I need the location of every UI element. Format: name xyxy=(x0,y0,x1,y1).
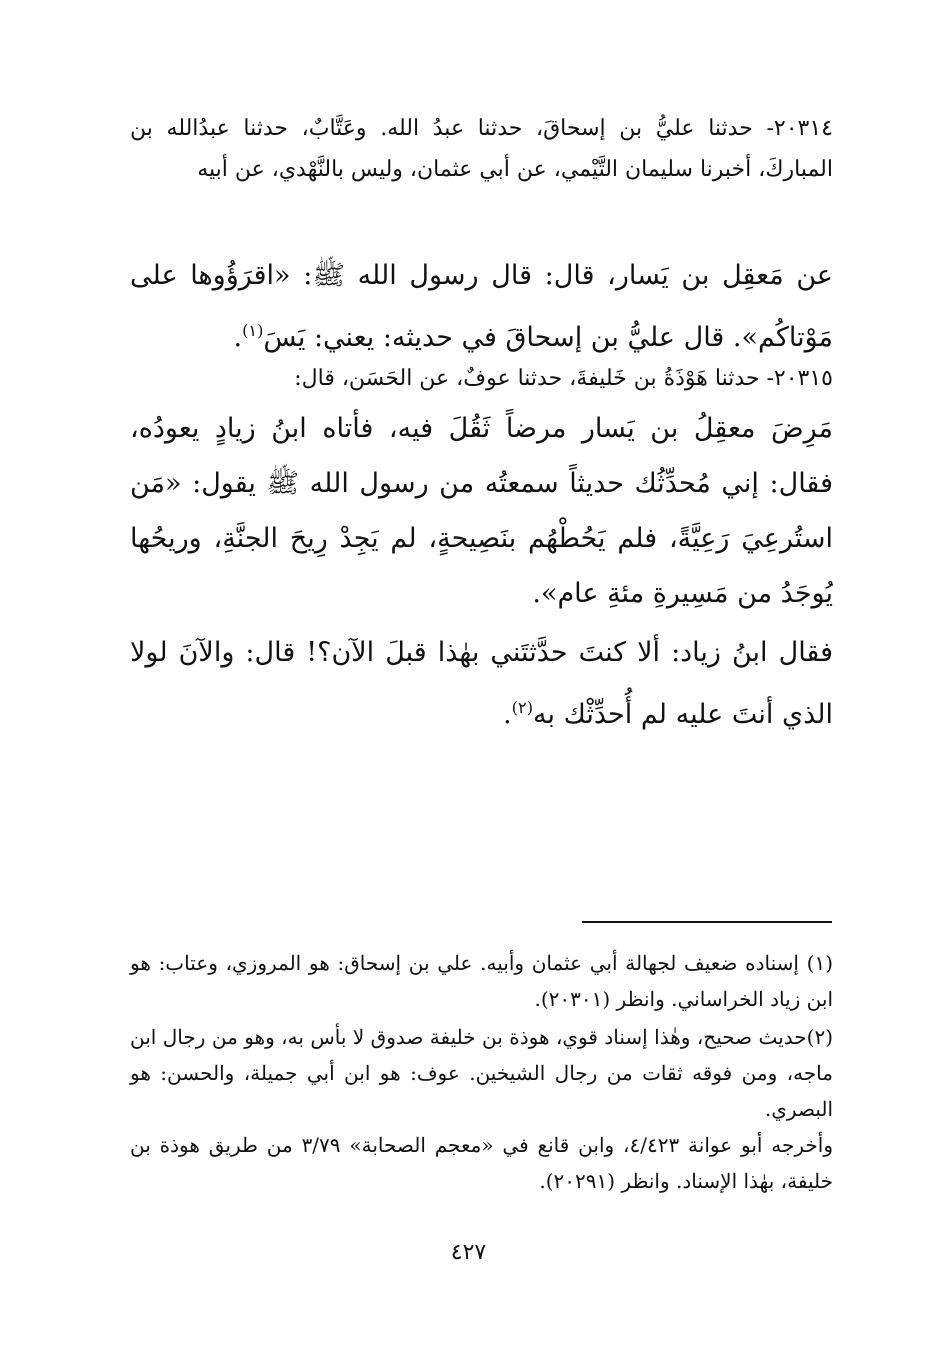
hadith-20315-matn: مَرِضَ معقِلُ بن يَسار مرضاً ثَقُلَ فيه، فأتاه ابنُ زيادٍ يعودُه، فقال: إني مُحدِّثُك حديثاً سمعتُه من رسول الله ﷺ يقول: «مَن استُرعِيَ رَعِيَّةً، فلم يَحُطْهُم بنَصِيحةٍ، لم يَجِدْ رِيحَ الجنَّةِ، وريحُها يُوجَدُ من مَسِيرةِ مئةِ عام». xyxy=(130,413,833,609)
hadith-20314-isnad: ٢٠٣١٤- حدثنا عليُّ بن إسحاقَ، حدثنا عبدُ الله. وعَتَّابٌ، حدثنا عبدُالله بن المباركَ، أخبرنا سليمان التَّيْمي، عن أبي عثمان، وليس بالنَّهْدي، عن أبيه xyxy=(130,116,833,182)
hadith-20315-continuation-text: فقال ابنُ زياد: ألا كنتَ حدَّثتَني بهٰذا قبلَ الآن؟! قال: والآنَ لولا الذي أنتَ عليه لم أُحدِّثْك به xyxy=(130,637,833,730)
footnotes xyxy=(130,945,833,1199)
hadith-20314-matn-text: عن مَعقِل بن يَسار، قال: قال رسول الله ﷺ: «اقرَؤُوها على مَوْتاكُم». قال عليُّ بن إسحاقَ في حديثه: يعني: يَسَ xyxy=(130,260,833,353)
page-number: ٤٢٧ xyxy=(450,1240,487,1265)
footnote-1: (١) إسناده ضعيف لجهالة أبي عثمان وأبيه. علي بن إسحاق: هو المروزي، وعتاب: هو ابن زياد الخراساني. وانظر (٢٠٣٠١). xyxy=(130,951,833,1011)
hadith-20315-isnad: ٢٠٣١٥- حدثنا هَوْذَةُ بن خَليفةَ، حدثنا عوفٌ، عن الحَسَن، قال: xyxy=(294,366,833,391)
hadith-20314-matn-end: . xyxy=(233,322,243,353)
footnote-2-continuation: وأخرجه أبو عوانة ٤/٤٢٣، وابن قانع في «معجم الصحابة» ٣/٧٩ من طريق هوذة بن خليفة، بهٰذا الإسناد. وانظر (٢٠٢٩١). xyxy=(130,1133,833,1193)
footnote-ref-1: (١) xyxy=(242,321,264,340)
main-text xyxy=(130,108,833,737)
hadith-20315-continuation xyxy=(130,625,833,737)
footnote-2: (٢)حديث صحيح، وهٰذا إسناد قوي، هوذة بن خليفة صدوق لا بأس به، وهو من رجال ابن ماجه، ومن فوقه ثقات من رجال الشيخين. عوف: هو ابن أبي جميلة، والحسن: هو البصري. xyxy=(130,1025,833,1121)
hadith-20314-matn xyxy=(130,248,833,358)
footnote-divider xyxy=(582,921,832,923)
hadith-20315-continuation-end: . xyxy=(503,699,512,730)
footnote-ref-2: (٢) xyxy=(511,698,534,717)
